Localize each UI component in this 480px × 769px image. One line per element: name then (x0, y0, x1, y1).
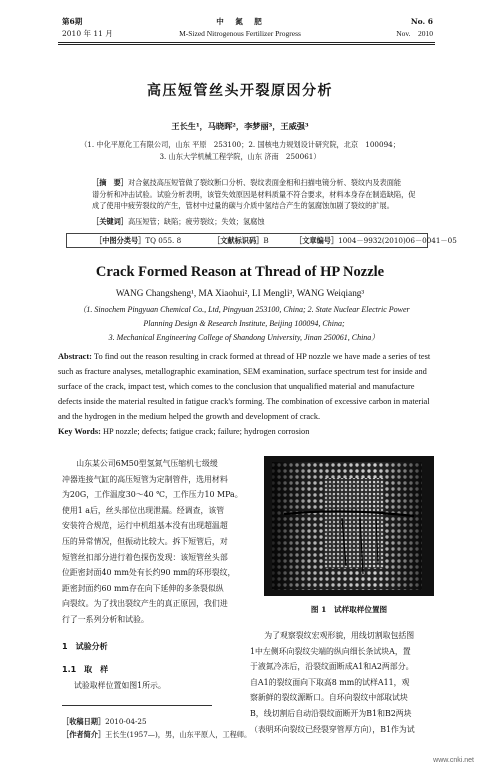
header-rule-secondary (58, 44, 435, 45)
keywords-cn (92, 216, 422, 228)
abstract-en-line-3: surface of the crack, impact test, which comes to the conclusion that unqualified material and manufacture (58, 382, 415, 391)
authors-en: WANG Changsheng¹, MA Xiaohui², LI Mengli³, WANG Weiqiang³ (115, 288, 365, 298)
section-heading-1: 1 试验分析 (62, 642, 108, 651)
classification-article: ［文章编号］1004－9932(2010)06－0041－05 (295, 236, 457, 245)
abstract-cn-line-3: 成了使用中疲劳裂纹的产生，管材中过量的碳与介质中氢结合产生的氢腐蚀加剧了裂纹的扩展。 (92, 201, 394, 210)
body-right-line-3: 于液氮冷冻后，沿裂纹面断成A1和A2两部分。 (250, 662, 414, 672)
keywords-en-text: HP nozzle; defects; fatigue crack; failure; hydrogen corrosion (102, 427, 310, 436)
section-heading-1-1: 1.1 取 样 (62, 665, 109, 674)
body-right-column (250, 628, 436, 737)
body-left-line-1: 山东某公司6M50型氢氮气压缩机七级缓 (76, 459, 218, 468)
header-issue-en: No. 6 (410, 17, 433, 26)
classification-doc: ［文献标识码］B (213, 236, 269, 245)
authors-cn: 王长生¹，马晓晖²，李梦丽³，王威强³ (171, 121, 309, 131)
abstract-en (58, 349, 438, 439)
figure-caption: 图 1 试样取样位置图 (310, 605, 388, 614)
body-right-line-1: 为了观察裂纹宏观形貌，用线切割取包括图 (264, 631, 415, 640)
figure-sample-location-image (264, 456, 434, 596)
body-right-line-4: 自A1的裂纹面向下取高8 mm的试样A11，观 (250, 677, 410, 687)
body-right-line-2: 1中左侧环向裂纹尖端的纵向细长条试块A，置 (250, 646, 411, 656)
abstract-en-line-5: and the hydrogen in the medium helped the growth and development of crack. (58, 412, 321, 421)
body-left-line-7: 短管丝扣部分进行着色探伤发现：该短管丝头部 (62, 552, 228, 562)
abstract-cn-label: ［摘 要］ (92, 178, 128, 187)
affiliation-en-line-3: 3. Mechanical Engineering College of Shandong University, Jinan 250061, China） (108, 333, 380, 342)
title-cn: 高压短管丝头开裂原因分析 (147, 83, 333, 99)
title-en: Crack Formed Reason at Thread of HP Nozzle (95, 264, 385, 280)
abstract-cn-line-1: ［摘 要］对合氨技高压短管做了裂纹断口分析、裂纹表面金相和扫描电镜分析、裂纹内及表面能 (92, 178, 402, 187)
affiliation-cn-line-1: （1. 中化平原化工有限公司，山东 平原 253100；2. 国核电力规划设计研究院，北京 100094； (80, 140, 400, 149)
affiliation-en-line-2: Planning Design & Research Institute, Beijing 100094, China; (143, 319, 345, 328)
section-1-1-text: 试验取样位置如图1所示。 (74, 681, 166, 690)
header-date-cn: 2010 年 11 月 (62, 29, 113, 38)
keywords-cn-text: 高压短管；缺陷；疲劳裂纹；失效；氢腐蚀 (127, 217, 265, 226)
body-left-line-9: 距密封面约60 mm存在向下延伸的多条裂似纵 (62, 583, 224, 593)
body-left-line-3: 为20G，工作温度30～40 ℃，工作压力10 MPa。 (62, 490, 243, 500)
header-issue-cn: 第6期 (62, 17, 83, 26)
header-journal-cn: 中 氮 肥 (216, 17, 264, 26)
header-journal-en: M-Sized Nitrogenous Fertilizer Progress (179, 29, 301, 38)
affiliation-en-line-1: （1. Sinochem Pingyuan Chemical Co., Ltd, Pingyuan 253100, China; 2. State Nuclear Electric Power (78, 305, 410, 314)
body-left-line-10: 向裂纹。为了找出裂纹产生的真正原因，我们进 (62, 599, 228, 609)
keywords-en (58, 424, 438, 439)
header-rule (58, 42, 435, 43)
footnote-received: ［收稿日期］2010-04-25 (62, 717, 147, 726)
footnote-author: ［作者简介］王长生(1957—)，男，山东平原人，工程师。 (62, 730, 252, 739)
keywords-en-label: Key Words: (58, 427, 101, 436)
abstract-en-line-4: defects inside the material resulted in fatigue crack's forming. The combination of excessive carbon in material (58, 397, 430, 406)
body-left-column (62, 456, 246, 628)
affiliation-cn-line-2: 3. 山东大学机械工程学院，山东 济南 250061） (159, 152, 321, 161)
abstract-en-line-2: such as fracture analyses, metallographic examination, SEM examination, surface spectrum test for inside and (58, 367, 427, 376)
footnote (62, 715, 252, 741)
footnote-rule (62, 705, 212, 706)
abstract-en-label: Abstract: (58, 352, 92, 361)
affiliations-en (44, 303, 444, 345)
keywords-cn-label: ［关键词］ (92, 217, 128, 226)
body-right-line-5: 察新鲜的裂纹源断口。自环向裂纹中部取试块 (250, 693, 408, 703)
header-date-en: Nov. 2010 (396, 29, 433, 38)
body-left-line-2: 冲器连接气缸的高压短管为定制管件，选用材料 (62, 474, 228, 484)
body-left-line-8: 位距密封面40 mm处有长约90 mm的环形裂纹， (62, 568, 236, 578)
body-left-line-11: 行了一系列分析和试验。 (62, 614, 149, 624)
body-right-line-7: （表明环向裂纹已经裂穿管厚方向），B1作为试 (250, 724, 415, 734)
classification-box (66, 233, 457, 248)
watermark: www.cnki.net (433, 757, 474, 764)
body-left-line-5: 安装符合规范，运行中机组基本没有出现超温超 (62, 521, 228, 531)
abstract-cn (92, 177, 422, 212)
body-left-line-4: 使用1 a后，丝头部位出现泄漏。经调查，该管 (62, 505, 225, 515)
abstract-en-line-1: Abstract: To find out the reason resulting in crack formed at thread of HP nozzle we have made a series of test (58, 352, 431, 361)
classification-clc: ［中图分类号］TQ 055. 8 (95, 236, 182, 245)
body-right-line-6: B，线切割后自动沿裂纹面断开为B1和B2两块 (250, 708, 412, 718)
body-left-line-6: 压的异常情况，但振动比较大。拆下短管后，对 (62, 536, 228, 546)
abstract-cn-line-2: 谱分析和冲击试验。试验分析表明，该管失效原因是材料质量不符合要求，材料本身存在制造缺陷，促 (92, 189, 416, 199)
figure-photo-svg (264, 456, 434, 596)
